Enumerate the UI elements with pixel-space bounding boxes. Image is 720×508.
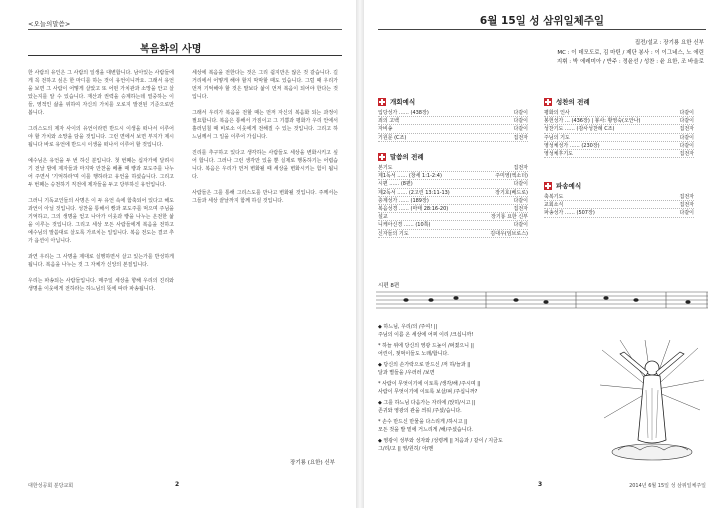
order-item-name: 신자들의 기도 (378, 230, 409, 237)
page-number-left: 2 (175, 481, 180, 488)
order-list-eucharist (544, 109, 694, 158)
order-item (544, 125, 694, 133)
psalm-line: 모든 것을 발 밑에 거느리게 /해/주셨습니다. (378, 427, 474, 433)
header-rule (28, 29, 342, 30)
order-item (378, 197, 528, 205)
section-heading-label: 성찬의 전례 (556, 98, 590, 106)
psalm-line: ◆ 하느님, 우리/의 /주여! || (378, 324, 438, 330)
psalm-line: ◆ 당신의 손가락으로 만드신 /저 하/늘과 || (378, 362, 471, 368)
sermon-paragraph: 사람들은 그를 통해 그리스도를 만나고 변화될 것입니다. 주께서는 그들과 세상 끝날까지 함께 하실 것입니다. (192, 190, 338, 204)
psalm-line: 주님의 이름 온 세상에 어찌 이리 /크십니까! (378, 332, 474, 338)
order-item-name: 설교 (378, 214, 388, 221)
psalm-verse (378, 380, 593, 396)
sermon-column-left (28, 69, 174, 301)
order-item (544, 201, 694, 209)
order-item-role: 집전자 (513, 206, 528, 213)
sermon-paragraph: 세상에 복음을 전한다는 것은 그리 쉽지만은 않은 것 같습니다. 길거리에서 어떻게 해야 할지 막막할 때도 있습니다. 그럴 때 우리가 먼저 기억해야 할 것은 말보다 삶이 먼저 복음이 되어야 한다는 것입니다. (192, 70, 338, 100)
order-item (544, 134, 694, 142)
order-item (378, 109, 528, 117)
order-item-name: 파송성가 …… (507장) (544, 210, 595, 217)
order-list-gathering (378, 109, 528, 142)
psalm-verse (378, 323, 593, 339)
psalm-line: 존귀와 영광의 관을 씌워 /주셨/습니다. (378, 408, 462, 414)
order-item-name: 자비송 (378, 126, 393, 133)
order-item-role: 다같이 (513, 222, 528, 229)
cross-icon (378, 153, 386, 161)
sermon-paragraph: 진리를 추구하고 있다고 생각하는 사람들도 세상을 변화시키고 싶어 합니다. 그러나 그런 생각만 있을 뿐 실제로 행동하기는 어렵습니다. 복음은 우리가 먼저 변화될 때 세상을 변화시키는 힘이 됩니다. (192, 150, 338, 180)
section-heading-word (378, 152, 424, 161)
order-item-name: 주님의 기도 (544, 134, 570, 141)
order-item-name: 복음성경 …… (마태 28:16-20) (378, 206, 449, 213)
sermon-paragraph: 한 사람의 유인은 그 사람의 일생을 대변합니다. 남아있는 사람들에게 꼭 전하고 싶은 한 마디를 하는 것이 유언이니까요. 그래서 유언을 보면 그 사람이 어떻게 살았고 또 어떤 가치관과 소망을 안고 살았는지를 알 수 있습니다. 재산과 권력을 승계하는데 열중하는 이들, 영적인 삶을 위하여 자신의 가치를 오로지 발전된 기준으로만 봅니다. (28, 70, 174, 116)
order-item-name: 입당성가 …… (438장) (378, 110, 429, 117)
psalm-line: * 사람이 무엇이기에 이토록 /생각/해 /주시며 || (378, 381, 481, 387)
order-item-name: 제2독서 …… (2고린 13:11-13) (378, 189, 450, 196)
order-item-role: 집전자 (679, 151, 694, 158)
psalm-line: ◆ 그를 하느님 다음가는 자리에 /앉히/시고 || (378, 400, 476, 406)
title-rule (28, 55, 342, 56)
order-item (544, 193, 694, 201)
order-item-role: 집전자 (513, 165, 528, 172)
section-heading-label: 개회예식 (390, 98, 416, 106)
order-item-role: 다같이 (679, 118, 694, 125)
order-item-name: 기원문 (C조) (378, 134, 407, 141)
order-item-role: 다같이 (513, 118, 528, 125)
order-item-name: 죄의 고백 (378, 118, 399, 125)
psalm-line: 그/리/고 || 영/원히/ 아/멘 (378, 446, 434, 452)
sermon-author: 장기룡 (요한) 신부 (290, 460, 335, 466)
order-item (378, 230, 528, 238)
psalm-line: 달과 별들을 /우러러 /보면 (378, 370, 435, 376)
order-item (378, 221, 528, 229)
order-item-role: 다같이 (513, 181, 528, 188)
chant-staff (376, 289, 708, 311)
left-page (0, 0, 356, 508)
footer-date: 2014년 6월 15일 성 삼위일체주일 (629, 483, 706, 489)
psalm-line: * 손수 만드신 만물을 다스리게 /하시고 || (378, 419, 468, 425)
order-item-name: 평화의 인사 (544, 110, 570, 117)
sermon-paragraph: 그래서 우리가 복음을 전할 때는 먼저 자신의 복음화 되는 과정이 필요합니다. 복음은 통해서 가짐이고 그 기쁨과 평화가 우리 안에서 흘러넘칠 때 비로소 이웃에게 전해질 수 있는 것입니다. 그리고 하느님께서 그 일을 이루어 가십니다. (192, 110, 338, 140)
order-item (544, 117, 694, 125)
order-item-role: 주미영(엑소더) (495, 173, 528, 180)
section-heading-eucharist (544, 97, 590, 106)
psalm-label: 시편 8편 (378, 283, 400, 289)
psalm-line: ◆ 영광이 성부와 성자와 /성령께 || 처음과 / 같이 / 지금도 (378, 438, 503, 444)
sermon-title: 복음화의 사명 (140, 44, 202, 55)
ascension-illustration (600, 340, 704, 464)
psalm-verse (378, 342, 593, 358)
order-item-name: 교회소식 (544, 202, 564, 209)
title-rule (378, 29, 706, 30)
order-item-name: 영성체성가 …… (230장) (544, 142, 600, 149)
psalm-text (378, 323, 593, 456)
service-info-line: 집전/설교 : 장기룡 요한 신부 (634, 40, 704, 46)
page-gutter (356, 0, 364, 508)
order-item (378, 134, 528, 142)
header-label: <오늘의말씀> (28, 20, 71, 28)
service-info-line: 지휘 : 박 에레미아 / 반주 : 정윤선 / 성찬 : 윤 요한, 조 바울로 (556, 59, 704, 65)
order-item-role: 장기룡 요한 신부 (491, 214, 528, 221)
sermon-paragraph: 그리스도의 제자 사이의 유언이라면 반드시 이생을 떠나서 이루어야 할 가치와 소망을 담을 것입니다. 그런 면에서 보면 부지가 제시됩니다 바로 유언에 반드시 이생을 떠나서 이루어 할 것입니다. (28, 126, 174, 148)
order-item-role: 집전자 (679, 194, 694, 201)
section-heading-label: 파송예식 (556, 182, 582, 190)
order-item (544, 150, 694, 158)
psalm-verse (378, 399, 593, 415)
order-item-role: 다같이 (679, 110, 694, 117)
right-page (364, 0, 720, 508)
order-item (378, 125, 528, 133)
sermon-paragraph: 과연 우리는 그 사명을 제대로 실행하면서 살고 있는가를 반성하게 됩니다. 복음을 나누는 것 그 자체가 신앙의 본질입니다. (28, 254, 174, 268)
psalm-verse (378, 437, 593, 453)
service-info-line: MC : 이 데모도로, 김 마틴 / 제단 봉사 : 이 이그네스, 노 에린 (557, 50, 704, 56)
cross-icon (544, 182, 552, 190)
order-item (378, 205, 528, 213)
order-item-role: 다같이 (513, 110, 528, 117)
sermon-paragraph: 예수님은 유언을 두 번 하신 분입니다. 첫 번째는 십자가에 달려시기 전날 밤에 제자들과 마지막 만찬을 베풀 때 빵과 포도주를 나누어 주면서 '기억하라'며 이를 행하라고 유언을 하셨습니다. 그리고 두 번째는 승천하기 직전에 제자들을 두고 당부하신 유언입니다. (28, 158, 174, 188)
service-title: 6월 15일 성 삼위일체주일 (479, 15, 605, 27)
order-item (378, 189, 528, 197)
footer-church: 대한성공회 분당교회 (28, 483, 74, 489)
order-item-name: 영성체후기도 (544, 151, 573, 158)
psalm-line: 사람이 무엇이기에 이토록 보살/펴 /주십니까? (378, 389, 478, 395)
order-item (378, 164, 528, 172)
psalm-line: * 하늘 위에 당신의 영광 드높이 /퍼졌으니 || (378, 343, 474, 349)
order-item (544, 109, 694, 117)
order-item-name: 본기도 (378, 165, 393, 172)
order-item (544, 142, 694, 150)
cross-icon (544, 98, 552, 106)
cross-icon (378, 98, 386, 106)
order-item (378, 172, 528, 180)
psalm-verse (378, 361, 593, 377)
order-item-role: 장기호(베드로) (495, 189, 528, 196)
sermon-column-right (192, 69, 338, 213)
order-item-name: 층계성가 …… (189장) (378, 197, 429, 204)
order-item-role: 다같이 (679, 210, 694, 217)
order-item-name: 시편 …… (8편) (378, 181, 413, 188)
order-item (378, 213, 528, 221)
sermon-paragraph: 그러니 기독교인들의 사명은 이 두 유언 속에 함축되어 있다고 해도 과언이 아닐 것입니다. 성찬을 통해서 빵과 포도주를 먹으며 주님을 기억하고, 그의 생명을 얻고 나아가 이웃과 빵을 나누는 온전한 삶을 이루는 것입니다. 그리고 세상 모든 사람들에게 복음을 전하고 예수님의 말씀대로 살도록 가르치는 일입니다. 복음 전도는 결코 추가 옵션이 아닙니다. (28, 198, 174, 244)
sermon-paragraph: 우리는 파송되는 사람들입니다. 매주일 세상을 향해 우리의 진리와 생명을 이웃에게 전하라는 하느님의 뜻에 따라 파송됩니다. (28, 278, 174, 292)
section-heading-label: 말씀의 전례 (390, 153, 424, 161)
order-item-role: 집전자 (513, 134, 528, 141)
order-item-role: 김대우(임브로스) (490, 230, 528, 237)
psalm-line: 어린이, 젖먹이들도 노래/합니다. (378, 351, 449, 357)
order-item-name: 니케아신경 …… (10쪽) (378, 222, 431, 229)
page-number-right: 3 (538, 481, 543, 488)
order-item-role: 다같이 (679, 134, 694, 141)
order-item-name: 축복기도 (544, 194, 564, 201)
order-item-role: 다같이 (513, 197, 528, 204)
order-item-name: 봉헌성가 … (436장) | 봉사: 황영숙(오안나) (544, 118, 641, 125)
order-list-dismissal (544, 193, 694, 218)
section-heading-dismissal (544, 181, 581, 190)
order-item-role: 집전자 (679, 202, 694, 209)
section-heading-gathering (378, 97, 415, 106)
order-item (378, 180, 528, 188)
order-item-name: 성찬기도 …… (감사성찬례 C조) (544, 126, 615, 133)
order-list-word (378, 164, 528, 238)
order-item-role: 집전자 (679, 126, 694, 133)
order-item (378, 117, 528, 125)
psalm-verse (378, 418, 593, 434)
order-item-role: 다같이 (513, 126, 528, 133)
order-item-role: 다같이 (679, 142, 694, 149)
order-item-name: 제1독서 …… (창세 1:1-2:4) (378, 173, 442, 180)
order-item (544, 209, 694, 217)
